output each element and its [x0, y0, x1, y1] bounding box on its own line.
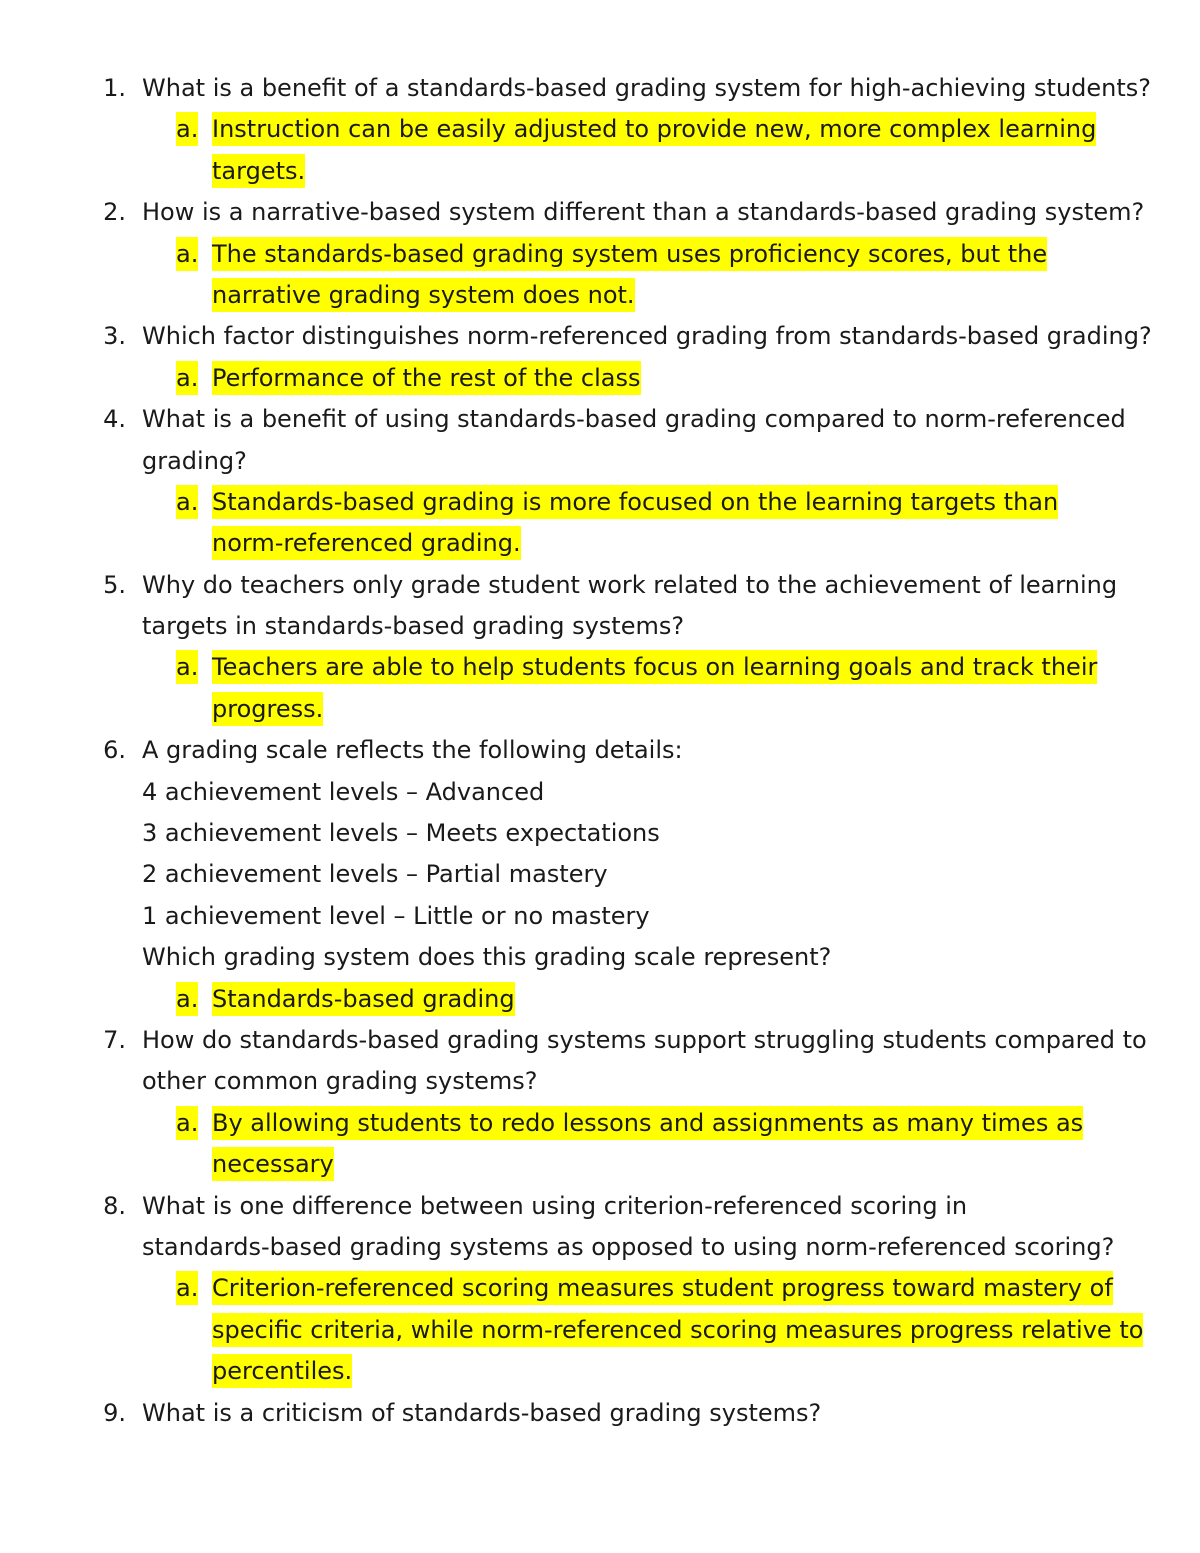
answer-text-line [212, 979, 1136, 1020]
answer-highlight: Standards-based grading [212, 982, 515, 1016]
answer-highlight: Criterion-referenced scoring measures student progress toward mastery of [212, 1271, 1113, 1305]
answer-text-line [212, 151, 1136, 192]
question-text [142, 68, 1152, 109]
answer-item [176, 1268, 1144, 1392]
answer-text-line [212, 109, 1136, 150]
answer-text-line [212, 523, 1136, 564]
answer-text-line [212, 275, 1136, 316]
question-text-line: What is a benefit of using standards-based grading compared to norm-referenced [142, 405, 1126, 434]
answer-item [176, 234, 1136, 317]
question-text-line: A grading scale reflects the following details: [142, 736, 683, 765]
question-text [142, 316, 1152, 357]
answer-letter [176, 482, 210, 523]
answer-letter [176, 234, 210, 275]
answer-highlight: targets. [212, 154, 305, 188]
answer-text [212, 358, 1136, 399]
question-text [142, 192, 1152, 233]
question-text-line: How is a narrative-based system different than a standards-based grading system? [142, 198, 1145, 227]
answer-text [212, 647, 1136, 730]
question-number: 4. [103, 405, 126, 434]
answer-highlight: progress. [212, 692, 323, 726]
answer-highlight: percentiles. [212, 1354, 352, 1388]
answer-letter [176, 1103, 210, 1144]
answer-letter-highlight: a. [176, 485, 198, 519]
answer-letter-highlight: a. [176, 650, 198, 684]
answer-letter [176, 647, 210, 688]
answer-item [176, 1103, 1136, 1186]
answer-text-line [212, 1103, 1136, 1144]
answer-text [212, 109, 1136, 192]
question-text-line: 1 achievement level – Little or no mastery [142, 901, 650, 930]
answer-letter [176, 979, 210, 1020]
question-number: 3. [103, 322, 126, 351]
answer-highlight: By allowing students to redo lessons and assignments as many times as [212, 1106, 1083, 1140]
question-list [0, 68, 1200, 1434]
question-number: 8. [103, 1191, 126, 1220]
answer-letter-highlight: a. [176, 1106, 198, 1140]
question-text [142, 1020, 1152, 1103]
answer-text [212, 979, 1136, 1020]
question-item [0, 68, 1200, 192]
question-text [142, 399, 1152, 482]
answer-letter [176, 1268, 210, 1309]
question-number: 2. [103, 198, 126, 227]
answer-text-line [212, 689, 1136, 730]
answer-letter-highlight: a. [176, 361, 198, 395]
question-number: 7. [103, 1025, 126, 1054]
answer-text-line [212, 358, 1136, 399]
answer-letter-highlight: a. [176, 112, 198, 146]
question-text-line: targets in standards-based grading systems? [142, 612, 685, 641]
answer-text-line [212, 1310, 1144, 1351]
answer-letter-highlight: a. [176, 237, 198, 271]
question-text-line: What is one difference between using criterion-referenced scoring in [142, 1191, 968, 1220]
answer-highlight: Performance of the rest of the class [212, 361, 641, 395]
question-number: 9. [103, 1398, 126, 1427]
answer-highlight: Teachers are able to help students focus on learning goals and track their [212, 650, 1097, 684]
question-text-line: grading? [142, 446, 247, 475]
answer-text-line [212, 1144, 1136, 1185]
question-item [0, 565, 1200, 731]
answer-item [176, 647, 1136, 730]
answer-letter-highlight: a. [176, 982, 198, 1016]
question-text [142, 1393, 1152, 1434]
answer-highlight: Instruction can be easily adjusted to provide new, more complex learning [212, 112, 1096, 146]
answer-highlight: specific criteria, while norm-referenced scoring measures progress relative to [212, 1313, 1143, 1347]
question-item [0, 730, 1200, 1020]
answer-text [212, 482, 1136, 565]
answer-text [212, 1268, 1144, 1392]
answer-highlight: The standards-based grading system uses proficiency scores, but the [212, 237, 1047, 271]
question-text-line: 2 achievement levels – Partial mastery [142, 860, 608, 889]
question-text-line: What is a criticism of standards-based grading systems? [142, 1398, 822, 1427]
question-item [0, 1020, 1200, 1186]
question-text-line: Which grading system does this grading scale represent? [142, 943, 832, 972]
answer-text [212, 1103, 1136, 1186]
answer-letter-highlight: a. [176, 1271, 198, 1305]
question-item [0, 316, 1200, 399]
answer-letter [176, 358, 210, 399]
question-number: 1. [103, 74, 126, 102]
answer-highlight: necessary [212, 1147, 334, 1181]
question-text [142, 730, 1152, 978]
question-item [0, 1393, 1200, 1434]
answer-text [212, 234, 1136, 317]
question-item [0, 399, 1200, 565]
question-text-line: 3 achievement levels – Meets expectations [142, 819, 660, 848]
answer-text-line [212, 1351, 1136, 1392]
question-text-line: standards-based grading systems as opposed to using norm-referenced scoring? [142, 1232, 1115, 1261]
answer-highlight: narrative grading system does not. [212, 278, 635, 312]
question-text-line: Which factor distinguishes norm-referenced grading from standards-based grading? [142, 322, 1152, 351]
question-number: 5. [103, 570, 126, 599]
answer-letter [176, 109, 210, 150]
answer-text-line [212, 234, 1136, 275]
question-text-line: What is a benefit of a standards-based grading system for high-achieving students? [142, 74, 1152, 102]
answer-text-line [212, 1268, 1136, 1309]
answer-item [176, 482, 1136, 565]
question-item [0, 192, 1200, 316]
question-text [142, 1186, 1152, 1269]
question-text-line: How do standards-based grading systems support struggling students compared to [142, 1025, 1147, 1054]
question-number: 6. [103, 736, 126, 765]
answer-item [176, 979, 1136, 1020]
question-text-line: 4 achievement levels – Advanced [142, 777, 545, 806]
question-item [0, 1186, 1200, 1393]
answer-text-line [212, 482, 1136, 523]
question-text-line: Why do teachers only grade student work related to the achievement of learning [142, 570, 1118, 599]
answer-item [176, 358, 1136, 399]
answer-highlight: Standards-based grading is more focused on the learning targets than [212, 485, 1058, 519]
answer-item [176, 109, 1136, 192]
question-text [142, 565, 1152, 648]
answer-text-line [212, 647, 1136, 688]
answer-highlight: norm-referenced grading. [212, 526, 521, 560]
question-text-line: other common grading systems? [142, 1067, 538, 1096]
